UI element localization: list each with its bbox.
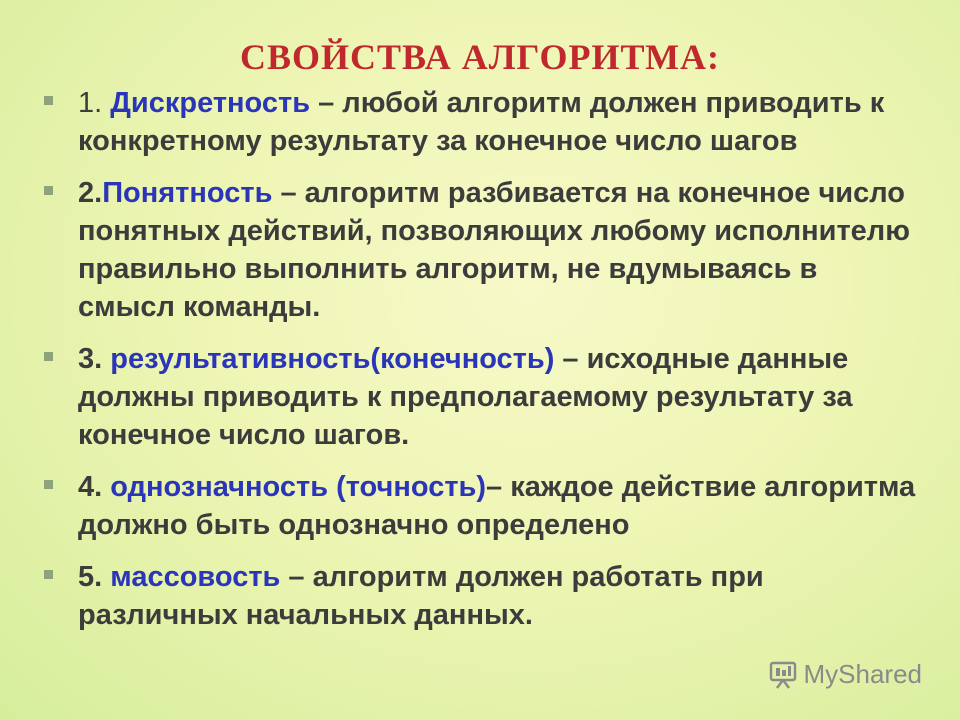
item-description: – любой алгоритм должен приводить к конкретному результату за конечное число шагов xyxy=(78,87,885,157)
item-number: 4. xyxy=(78,471,111,503)
item-number: 3. xyxy=(78,343,111,375)
bullet-icon xyxy=(44,480,53,489)
item-text xyxy=(78,174,920,326)
item-term: однозначность (точность) xyxy=(110,471,487,503)
list-item xyxy=(40,340,920,454)
bullet-icon xyxy=(44,352,53,361)
list-item xyxy=(40,558,920,634)
list-item xyxy=(40,174,920,326)
item-term: результативность(конечность) xyxy=(110,343,555,375)
item-text xyxy=(78,468,920,544)
bullet-icon xyxy=(44,570,53,579)
item-text xyxy=(78,340,920,454)
item-description: – исходные данные должны приводить к предполагаемому результату за конечное число шагов. xyxy=(78,343,853,451)
list-item xyxy=(40,84,920,160)
watermark[interactable] xyxy=(768,659,923,690)
slideshow-icon xyxy=(768,661,798,689)
item-number: 2. xyxy=(78,177,103,209)
property-list xyxy=(40,84,920,648)
list-item xyxy=(40,468,920,544)
item-term: Дискретность xyxy=(110,87,311,119)
item-text xyxy=(78,84,920,160)
bullet-icon xyxy=(44,96,53,105)
item-text xyxy=(78,558,920,634)
item-number: 5. xyxy=(78,561,111,593)
watermark-text: MyShared xyxy=(803,659,922,689)
slide-title: СВОЙСТВА АЛГОРИТМА: xyxy=(239,37,721,77)
item-description: – каждое действие алгоритма должно быть однозначно определено xyxy=(78,471,916,541)
bullet-icon xyxy=(44,186,53,195)
item-term: массовость xyxy=(110,561,281,593)
item-description: – алгоритм разбивается на конечное число понятных действий, позволяющих любому исполнителю правильно выполнить алгоритм, не вдумываясь в смысл команды. xyxy=(78,177,910,323)
item-description: – алгоритм должен работать при различных начальных данных. xyxy=(78,561,764,631)
item-number: 1. xyxy=(78,87,111,119)
item-term: Понятность xyxy=(102,177,273,209)
